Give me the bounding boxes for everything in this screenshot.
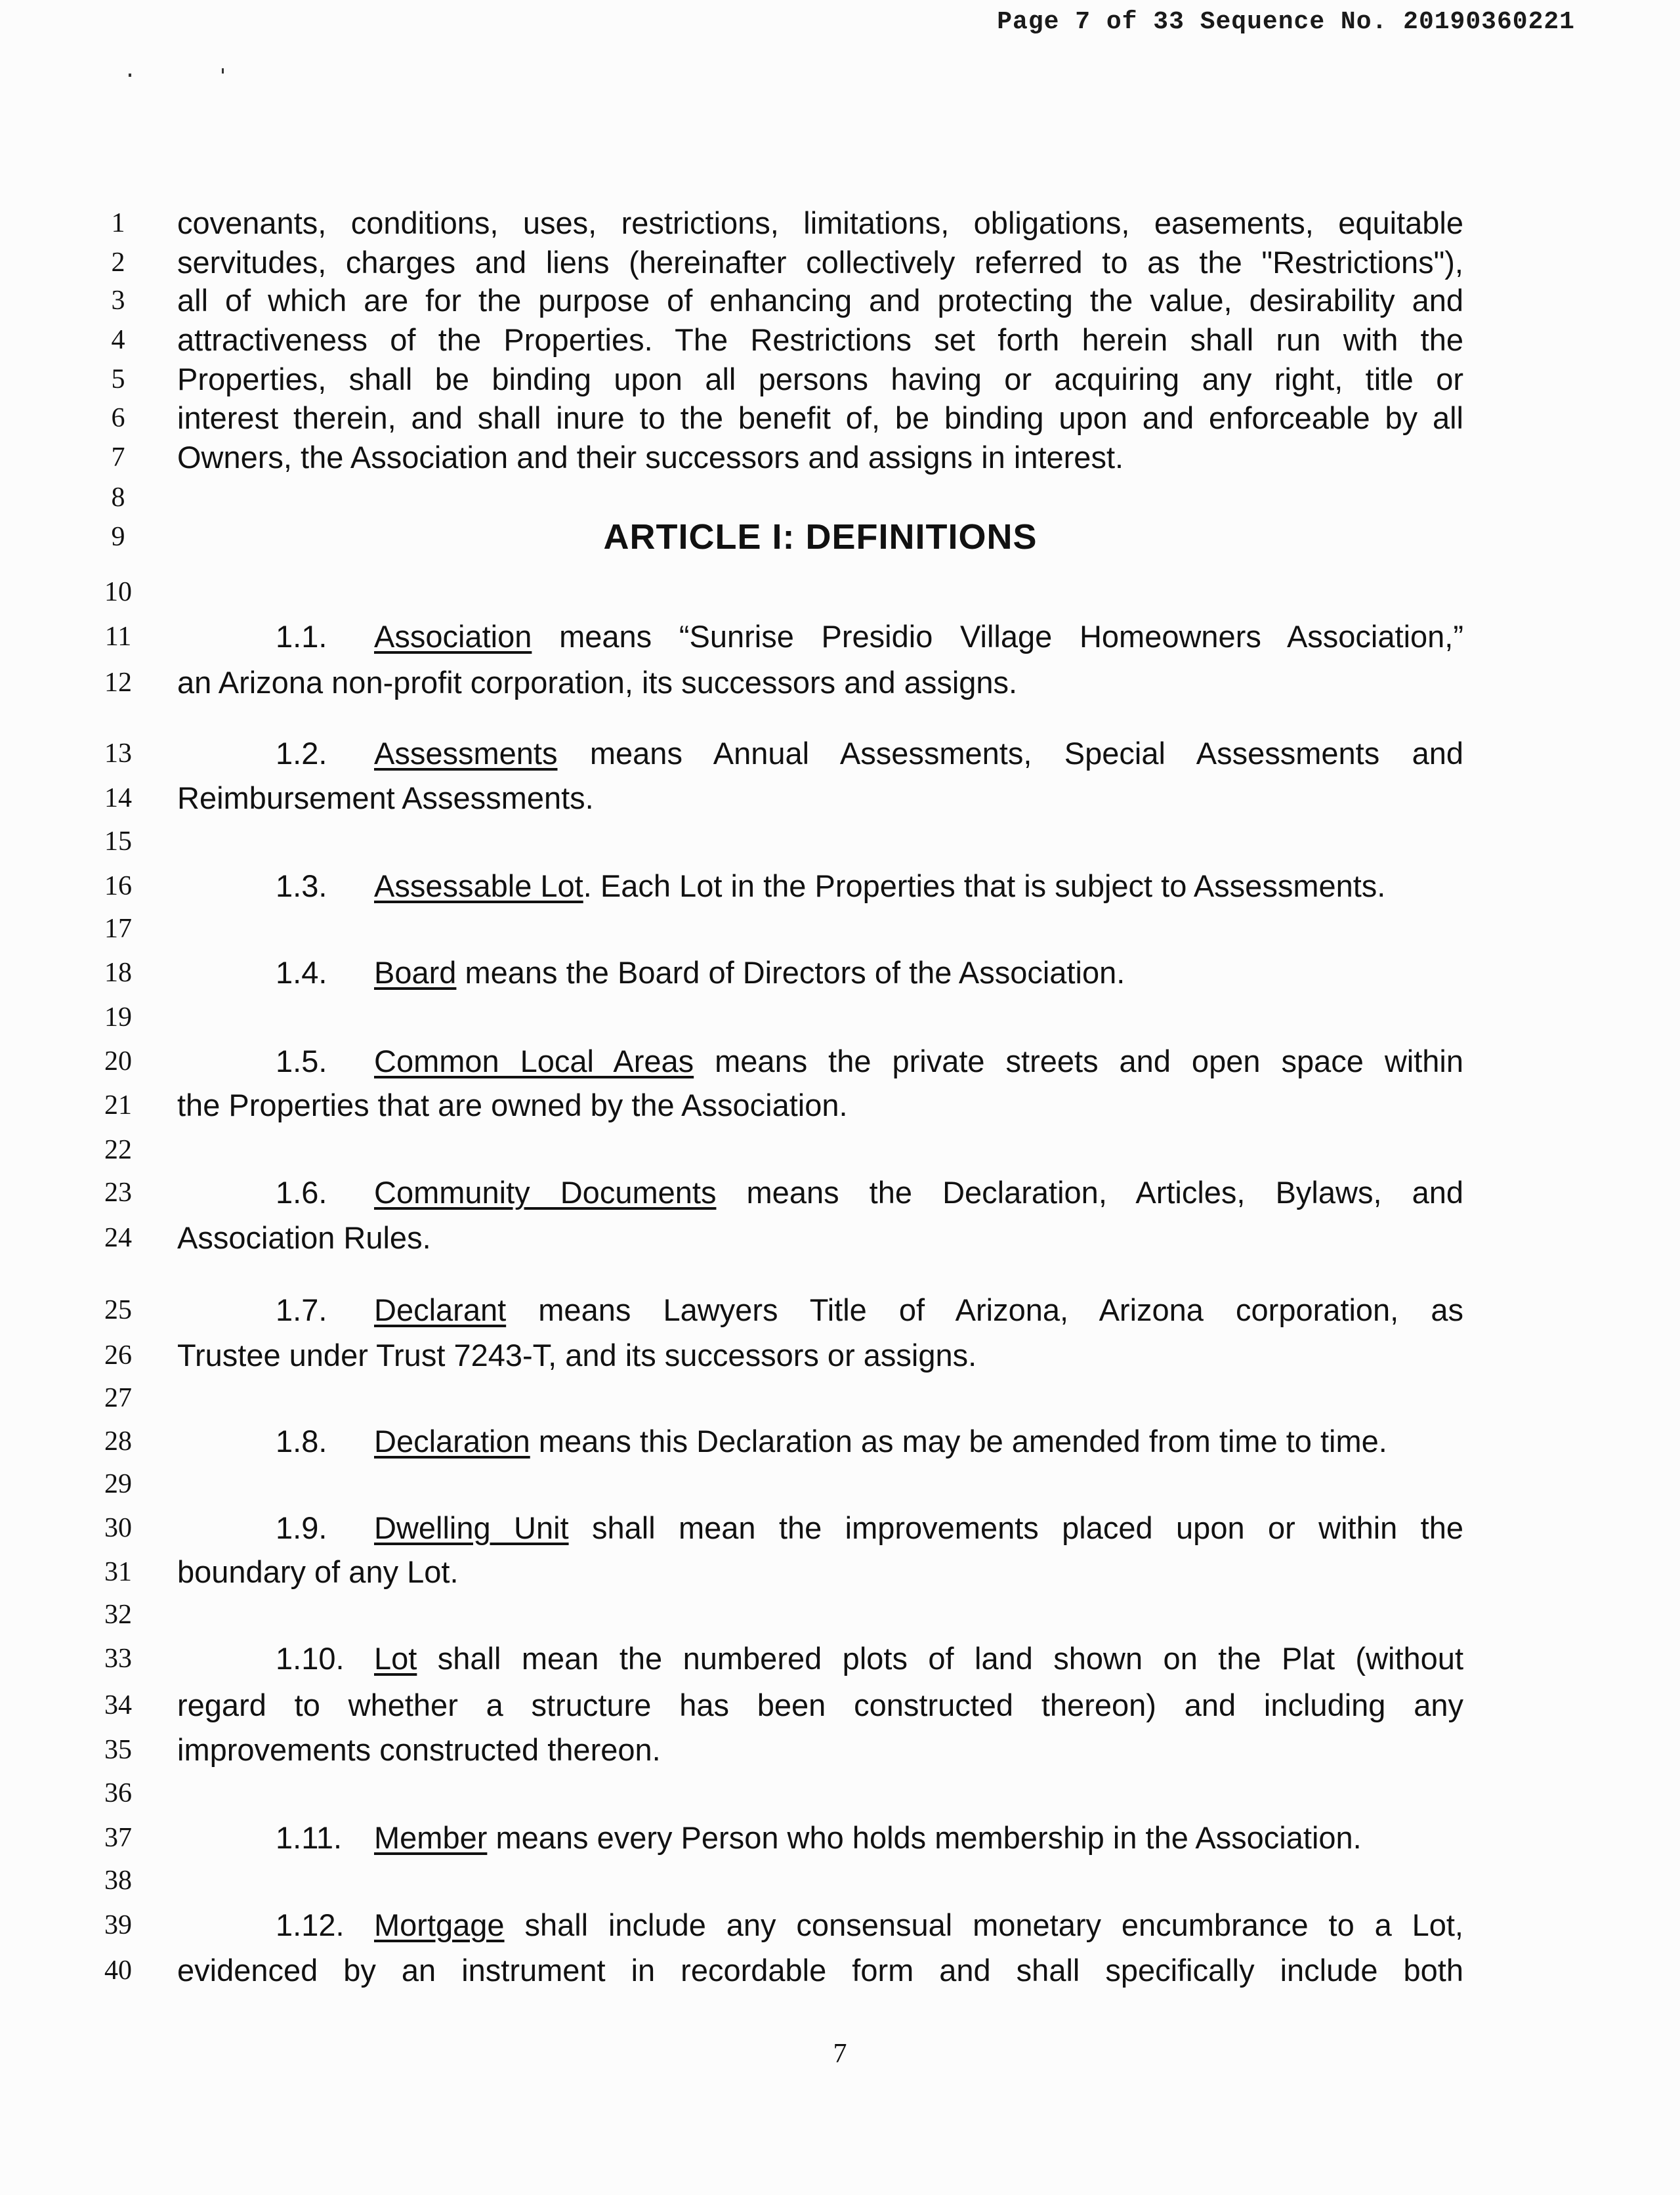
definition-text: means Annual Assessments, Special Assessments and	[589, 736, 1463, 771]
defined-term: Lot	[374, 1641, 417, 1676]
line-number: 1	[111, 208, 125, 238]
section-number: 1.5.	[276, 1044, 327, 1078]
document-line	[0, 1858, 1680, 1904]
line-number: 25	[104, 1295, 132, 1325]
line-number: 19	[104, 1002, 132, 1033]
definition-text: means this Declaration as may be amended from time to time.	[538, 1424, 1387, 1459]
document-line	[0, 1287, 1680, 1333]
definition-text: means the private streets and open space within	[715, 1044, 1464, 1078]
line-number: 29	[104, 1469, 132, 1499]
definition-text: means every Person who holds membership in the Association.	[495, 1820, 1362, 1855]
line-number: 31	[104, 1557, 132, 1587]
defined-term: Common Local Areas	[374, 1044, 694, 1078]
definition-first-line	[276, 1287, 1463, 1333]
document-line	[0, 569, 1680, 615]
paragraph-line: Properties, shall be binding upon all persons having or acquiring any right, title or	[177, 362, 1463, 396]
line-number: 11	[104, 622, 132, 652]
line-number: 8	[111, 482, 125, 513]
line-number: 6	[111, 403, 125, 433]
section-number: 1.2.	[276, 736, 327, 771]
document-line	[0, 1549, 1680, 1595]
defined-term: Dwelling Unit	[374, 1510, 569, 1545]
defined-term: Community Documents	[374, 1175, 717, 1210]
line-number: 16	[104, 871, 132, 901]
document-line	[0, 1636, 1680, 1682]
document-line	[0, 1770, 1680, 1816]
paragraph-line: servitudes, charges and liens (hereinafter collectively referred to as the "Restrictions"),	[177, 245, 1463, 280]
section-number: 1.4.	[276, 955, 327, 990]
line-number: 27	[104, 1383, 132, 1413]
document-line	[0, 1215, 1680, 1261]
line-number: 17	[104, 914, 132, 944]
definition-text: shall mean the numbered plots of land shown on the Plat (without	[437, 1641, 1464, 1676]
document-line	[0, 1170, 1680, 1216]
document-line	[0, 1505, 1680, 1551]
document-line	[0, 950, 1680, 996]
line-number: 26	[104, 1340, 132, 1371]
article-heading: ARTICLE I: DEFINITIONS	[603, 517, 1038, 557]
line-number: 33	[104, 1644, 132, 1674]
line-number: 18	[104, 958, 132, 988]
definition-continuation: Trustee under Trust 7243-T, and its successors or assigns.	[177, 1338, 977, 1373]
definition-continuation: Reimbursement Assessments.	[177, 780, 594, 815]
line-number: 21	[104, 1090, 132, 1120]
line-number: 12	[104, 668, 132, 698]
definition-first-line	[276, 950, 1463, 996]
section-number: 1.12.	[276, 1907, 345, 1942]
paragraph-line: all of which are for the purpose of enhancing and protecting the value, desirability and	[177, 283, 1463, 318]
line-number: 35	[104, 1735, 132, 1765]
definition-continuation: an Arizona non-profit corporation, its successors and assigns.	[177, 665, 1018, 700]
definition-continuation: Association Rules.	[177, 1220, 431, 1255]
line-number: 24	[104, 1223, 132, 1253]
definition-text: means Lawyers Title of Arizona, Arizona corporation, as	[538, 1292, 1463, 1327]
definition-continuation: boundary of any Lot.	[177, 1554, 459, 1589]
definition-text: means the Declaration, Articles, Bylaws, and	[746, 1175, 1463, 1210]
definition-first-line	[276, 1815, 1463, 1861]
line-number: 10	[104, 577, 132, 607]
defined-term: Board	[374, 955, 457, 990]
definition-first-line	[276, 1505, 1463, 1551]
line-number: 40	[104, 1955, 132, 1986]
line-number: 37	[104, 1823, 132, 1853]
defined-term: Assessments	[374, 736, 558, 771]
paragraph-line: attractiveness of the Properties. The Restrictions set forth herein shall run with the	[177, 322, 1463, 357]
paragraph-line: covenants, conditions, uses, restrictions, limitations, obligations, easements, equitable	[177, 205, 1463, 240]
document-line	[0, 514, 1680, 560]
line-number: 5	[111, 364, 125, 394]
defined-term: Declaration	[374, 1424, 530, 1459]
line-number: 9	[111, 522, 125, 552]
section-number: 1.1.	[276, 619, 327, 654]
document-line	[0, 1592, 1680, 1638]
line-number: 32	[104, 1600, 132, 1630]
defined-term: Assessable Lot	[374, 868, 583, 903]
document-line	[0, 1815, 1680, 1861]
document-line	[0, 1948, 1680, 1993]
document-line	[0, 1902, 1680, 1948]
document-line	[0, 1418, 1680, 1464]
section-number: 1.11.	[276, 1820, 343, 1855]
document-line	[0, 1082, 1680, 1128]
definition-first-line	[276, 863, 1463, 909]
definition-first-line	[276, 1902, 1463, 1948]
document-line	[0, 1461, 1680, 1507]
document-line	[0, 819, 1680, 864]
defined-term: Declarant	[374, 1292, 507, 1327]
document-line	[0, 1332, 1680, 1378]
document-line	[0, 1375, 1680, 1421]
definition-text: shall include any consensual monetary encumbrance to a Lot,	[524, 1907, 1463, 1942]
line-number: 2	[111, 247, 125, 278]
line-number: 34	[104, 1690, 132, 1720]
definition-first-line	[276, 1636, 1463, 1682]
document-line	[0, 1038, 1680, 1084]
document-line	[0, 1127, 1680, 1173]
defined-term: Mortgage	[374, 1907, 505, 1942]
page-number: 7	[833, 2039, 847, 2069]
line-number: 3	[111, 286, 125, 316]
line-number: 36	[104, 1778, 132, 1808]
line-number: 22	[104, 1135, 132, 1165]
line-number: 13	[104, 738, 132, 769]
page-header: Page 7 of 33 Sequence No. 20190360221	[997, 8, 1575, 36]
definition-first-line	[276, 1170, 1463, 1216]
line-number: 30	[104, 1513, 132, 1543]
scan-speck	[129, 74, 131, 77]
definition-continuation: improvements constructed thereon.	[177, 1732, 661, 1767]
document-line	[0, 660, 1680, 706]
defined-term: Member	[374, 1820, 488, 1855]
paragraph-line: interest therein, and shall inure to the benefit of, be binding upon and enforceable by all	[177, 400, 1463, 435]
document-line	[0, 435, 1680, 480]
line-number: 23	[104, 1178, 132, 1208]
document-line	[0, 775, 1680, 821]
document-line	[0, 994, 1680, 1040]
section-number: 1.10.	[276, 1641, 345, 1676]
line-number: 28	[104, 1426, 132, 1457]
section-number: 1.8.	[276, 1424, 327, 1459]
section-number: 1.6.	[276, 1175, 327, 1210]
definition-continuation: evidenced by an instrument in recordable form and shall specifically include both	[177, 1953, 1463, 1988]
section-number: 1.3.	[276, 868, 327, 903]
line-number: 39	[104, 1910, 132, 1940]
section-number: 1.9.	[276, 1510, 327, 1545]
document-line	[0, 1727, 1680, 1773]
definition-text: . Each Lot in the Properties that is subject to Assessments.	[583, 868, 1386, 903]
definition-text: means “Sunrise Presidio Village Homeowners Association,”	[559, 619, 1463, 654]
document-line	[0, 863, 1680, 909]
line-number: 7	[111, 442, 125, 473]
defined-term: Association	[374, 619, 532, 654]
section-number: 1.7.	[276, 1292, 327, 1327]
definition-first-line	[276, 1418, 1463, 1464]
definition-text: shall mean the improvements placed upon or within the	[591, 1510, 1463, 1545]
definition-first-line	[276, 614, 1463, 660]
paragraph-line: Owners, the Association and their successors and assigns in interest.	[177, 440, 1124, 475]
line-number: 15	[104, 826, 132, 857]
definition-continuation: regard to whether a structure has been constructed thereon) and including any	[177, 1688, 1463, 1722]
definition-text: means the Board of Directors of the Association.	[465, 955, 1125, 990]
definition-first-line	[276, 1038, 1463, 1084]
line-number: 14	[104, 783, 132, 813]
document-line	[0, 731, 1680, 777]
line-number: 20	[104, 1046, 132, 1076]
line-number: 38	[104, 1865, 132, 1896]
document-line	[0, 614, 1680, 660]
document-line	[0, 906, 1680, 952]
definition-first-line	[276, 731, 1463, 777]
document-line	[0, 1682, 1680, 1728]
scan-speck	[222, 68, 224, 74]
definition-continuation: the Properties that are owned by the Association.	[177, 1088, 848, 1122]
line-number: 4	[111, 325, 125, 355]
